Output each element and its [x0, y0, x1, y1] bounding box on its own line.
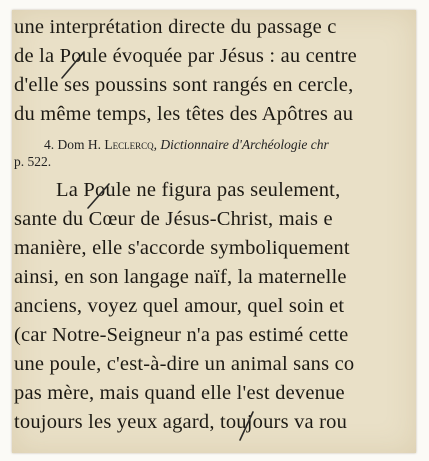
text-line: sante du Cœur de Jésus-Christ, mais e [14, 208, 333, 230]
text-line: ainsi, en son langage naïf, la maternelle [14, 266, 347, 288]
text-line: de la Poule évoquée par Jésus : au centre [14, 45, 357, 67]
text-line: (car Notre-Seigneur n'a pas estimé cette [14, 324, 349, 346]
footnote-work: Dictionnaire d'Archéologie chr [160, 137, 329, 152]
pencil-slash-mark [84, 180, 114, 212]
pencil-slash-mark [236, 408, 258, 444]
text-line: toujours les yeux agard, toujours va rou [14, 411, 348, 433]
text-line: une interprétation directe du passage c [14, 16, 337, 38]
text-line: d'elle ses poussins sont rangés en cercle, [14, 74, 354, 96]
pencil-slash-mark [58, 48, 88, 82]
text-line: La Poule ne figura pas seulement, [56, 179, 341, 201]
footnote [44, 137, 329, 153]
footnote-author-name: Leclercq, [104, 137, 157, 152]
footnote-page: p. 522. [14, 154, 52, 169]
newspaper-clipping [12, 10, 416, 453]
text-line: du même temps, les têtes des Apôtres au [14, 103, 354, 125]
text-line: pas mère, mais quand elle l'est devenue [14, 382, 345, 404]
text-line: une poule, c'est-à-dire un animal sans co [14, 353, 355, 375]
text-line: anciens, voyez quel amour, quel soin et [14, 295, 345, 317]
footnote-author-prefix: Dom H. [57, 137, 101, 152]
footnote-number: 4. [44, 137, 55, 152]
text-line: manière, elle s'accorde symboliquement [14, 237, 350, 259]
